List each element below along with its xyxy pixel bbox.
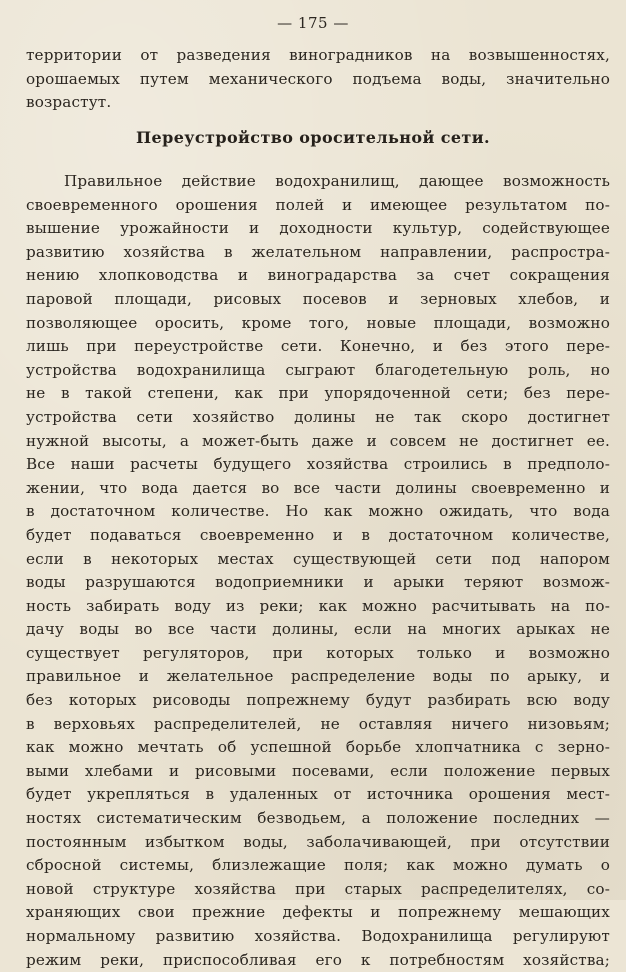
text-line: не в такой степени, как при упорядоченной сети; без пере- — [26, 384, 610, 403]
text-line: ностях систематическим безводьем, а положение последних — — [26, 809, 610, 828]
page-number: — 175 — — [277, 14, 349, 32]
main-paragraph — [26, 170, 610, 972]
text-line: будет укрепляться в удаленных от источника орошения мест- — [26, 785, 610, 804]
continued-paragraph — [26, 44, 610, 115]
text-line: выми хлебами и рисовыми посевами, если положение первых — [26, 761, 610, 780]
text-line: будет подаваться своевременно и в достаточном количестве, — [26, 525, 610, 544]
text-line: развитию хозяйства в желательном направлении, распростра- — [26, 242, 610, 261]
text-line: если в некоторых местах существующей сети под напором — [26, 549, 610, 568]
text-line: возрастут. — [26, 93, 112, 112]
text-line: позволяющее оросить, кроме того, новые площади, возможно — [26, 313, 610, 332]
text-line: ность забирать воду из реки; как можно расчитывать на по- — [26, 596, 610, 615]
section-heading: Переустройство оросительной сети. — [136, 128, 490, 147]
text-line: храняющих свои прежние дефекты и попрежнему мешающих — [26, 903, 610, 922]
text-line: постоянным избытком воды, заболачивающей, при отсутствии — [26, 832, 610, 851]
text-line: Правильное действие водохранилищ, дающее возможность — [64, 172, 610, 190]
text-line: как можно мечтать об успешной борьбе хлопчатника с зерно- — [26, 738, 610, 757]
text-line: вышение урожайности и доходности культур, содействующее — [26, 219, 610, 238]
text-line: нужной высоты, а может-быть даже и совсем не достигнет ее. — [26, 431, 610, 450]
text-line: устройства водохранилища сыграют благодетельную роль, но — [26, 360, 610, 379]
text-line: устройства сети хозяйство долины не так скоро достигнет — [26, 407, 610, 426]
text-line: в верховьях распределителей, не оставляя ничего низовьям; — [26, 714, 610, 733]
text-line: в достаточном количестве. Но как можно ожидать, что вода — [26, 502, 610, 521]
text-line: сбросной системы, близлежащие поля; как можно думать о — [26, 856, 610, 875]
text-line: лишь при переустройстве сети. Конечно, и без этого пере- — [26, 337, 610, 356]
text-line: нению хлопководства и виноградарства за счет сокращения — [26, 266, 610, 285]
text-line: своевременного орошения полей и имеющее результатом по- — [26, 195, 610, 214]
text-line: Все наши расчеты будущего хозяйства строились в предполо- — [26, 455, 610, 474]
text-line: паровой площади, рисовых посевов и зерновых хлебов, и — [26, 289, 610, 308]
text-line: орошаемых путем механического подъема воды, значительно — [26, 69, 610, 88]
text-line: новой структуре хозяйства при старых распределителях, со- — [26, 879, 610, 898]
text-line: дачу воды во все части долины, если на многих арыках не — [26, 620, 610, 639]
text-line: существует регуляторов, при которых только и возможно — [26, 643, 610, 662]
text-line: без которых рисоводы попрежнему будут разбирать всю воду — [26, 691, 610, 710]
text-line: территории от разведения виноградников на возвышенностях, — [26, 46, 610, 64]
text-line: воды разрушаются водоприемники и арыки теряют возмож- — [26, 573, 610, 592]
text-line: нормальному развитию хозяйства. Водохранилища регулируют — [26, 927, 610, 945]
text-line: правильное и желательное распределение воды по арыку, и — [26, 667, 610, 686]
text-line: жении, что вода дается во все части долины своевременно и — [26, 478, 610, 497]
text-line: режим реки, приспособливая его к потребностям хозяйства; — [26, 950, 610, 969]
